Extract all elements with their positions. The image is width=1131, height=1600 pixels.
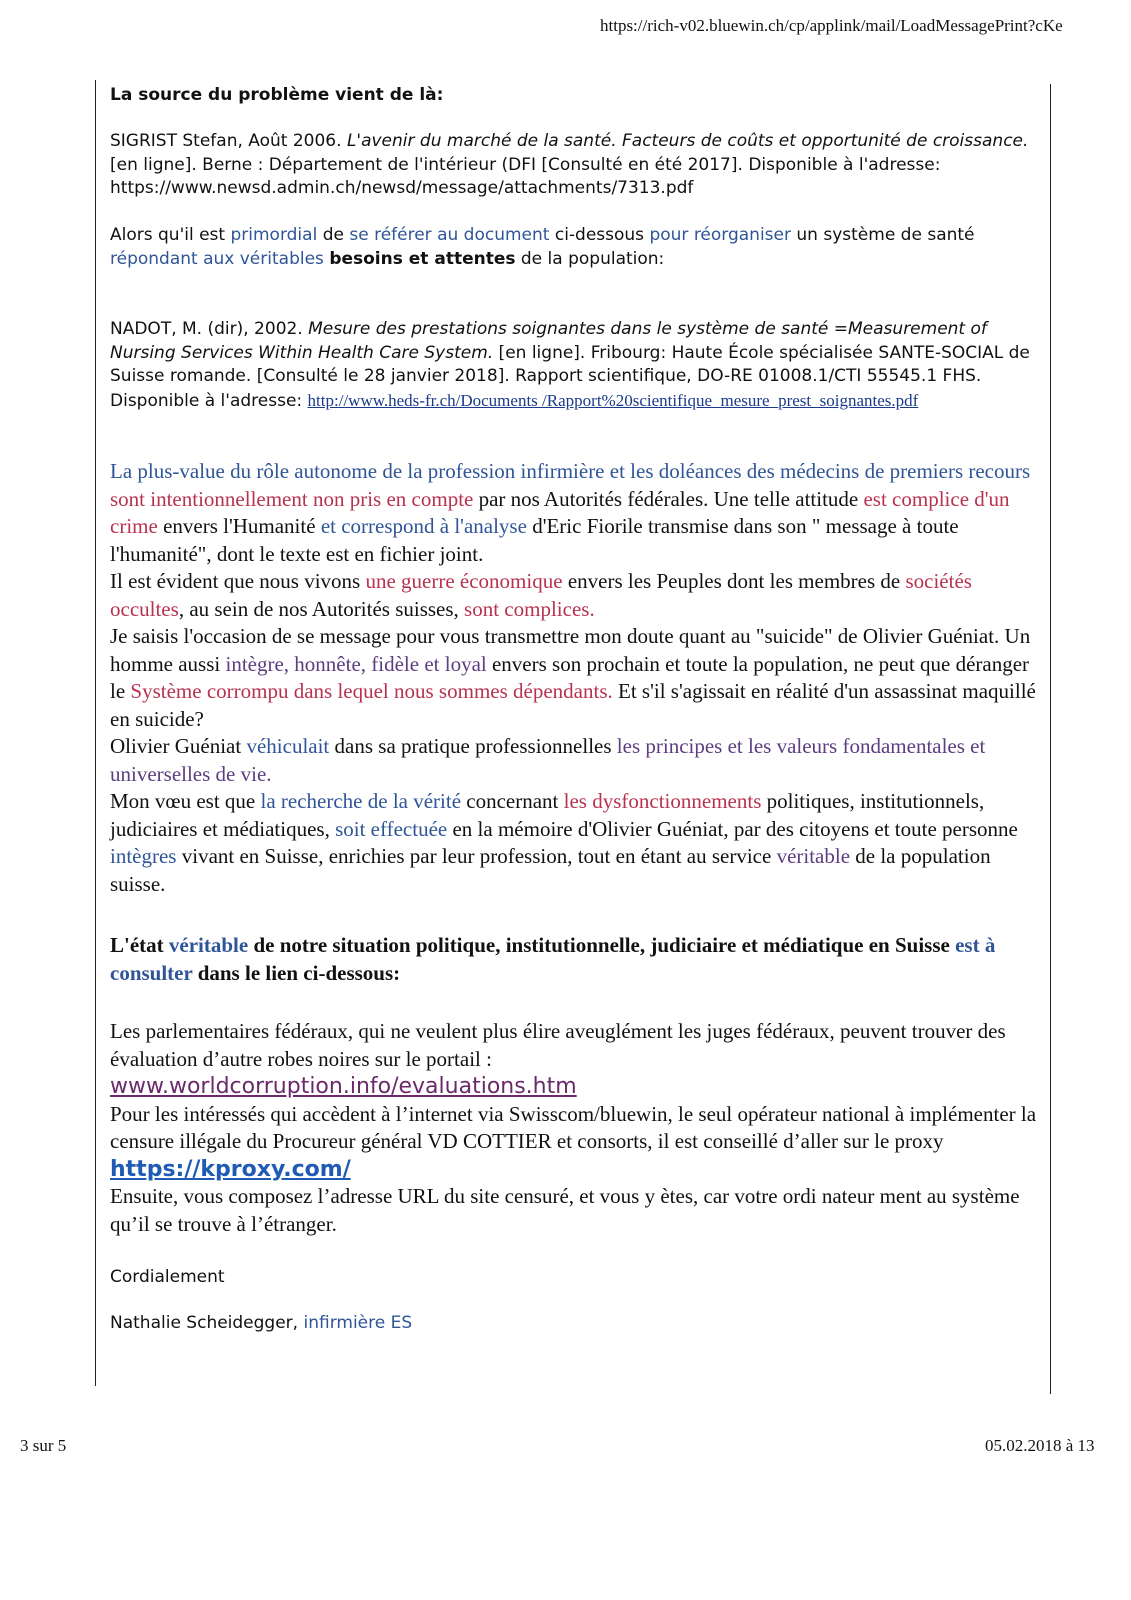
text-segment: [en ligne]. Fribourg: Haute École spécialisée SANTE-SOCIAL de Suisse romande. [Consulté le 28 janvier 2018]. Rapport scientifique, DO-RE 01008.1/CTI 55545.1 FHS. Disponible à l'adresse: [110, 342, 1030, 411]
text-segment: se référer au document [349, 225, 550, 245]
link[interactable]: http://www.heds-fr.ch/Documents /Rapport%20scientifique_mesure_prest_soignantes.pdf [307, 390, 919, 410]
text-segment: la recherche de la vérité [260, 789, 462, 813]
text-segment: Je saisis l'occasion de se message pour vous transmettre mon doute quant au "suicide" de Olivier Guéniat. Un homme aussi [110, 624, 1031, 676]
text-segment: dans sa pratique professionnelles [329, 734, 617, 758]
text-segment: Alors qu'il est [110, 225, 231, 245]
text-segment: La plus-value du rôle autonome de la profession infirmière et les doléances des médecins de premiers recours [110, 459, 1031, 483]
text-segment: Nathalie Scheidegger, [110, 1313, 304, 1333]
text-segment: répondant aux véritables [110, 248, 324, 269]
text-segment: concernant [461, 789, 564, 813]
left-border [95, 80, 96, 1386]
text-segment: véritable [168, 933, 249, 957]
right-border [1050, 84, 1051, 1394]
text-segment: intègres [110, 844, 177, 868]
text-segment: Mesure des prestations soignantes dans le système de santé =Measurement of Nursing Services Within Health Care System. [110, 319, 987, 363]
text-segment: L'état [110, 933, 169, 957]
alors-paragraph [110, 224, 1040, 271]
text-segment: ci-dessous [549, 225, 650, 245]
text-segment: sociétés occultes [110, 569, 972, 621]
text-segment: besoins et attentes [329, 248, 516, 269]
text-segment: d'Eric Fiorile transmise dans son " message à toute l'humanité", dont le texte est en fichier joint. [110, 514, 959, 566]
main-paragraph [110, 458, 1040, 898]
text-segment: véritable [776, 844, 851, 868]
text-segment: Les parlementaires fédéraux, qui ne veulent plus élire aveuglément les juges fédéraux, peuvent trouver des évaluation d’autre robes noires sur le portail : [110, 1019, 1006, 1071]
text-segment: dans le lien ci-dessous: [192, 960, 401, 985]
text-segment: les principes et les valeurs fondamentales et universelles de vie. [110, 734, 986, 786]
text-segment: envers l'Humanité [157, 514, 321, 538]
text-segment: intègre, honnête, fidèle et loyal [225, 651, 487, 676]
print-date: 05.02.2018 à 13 [985, 1436, 1095, 1455]
source-heading [110, 84, 1040, 108]
text-segment: Ensuite, vous composez l’adresse URL du site censuré, et vous y ètes, car votre ordi nateur ment au système qu’il se trouve à l’étranger. [110, 1184, 1020, 1236]
text-segment: envers les Peuples dont les membres de [562, 569, 906, 593]
text-segment: un système de santé [791, 225, 975, 245]
text-segment: SIGRIST Stefan, Août 2006. [110, 131, 347, 151]
text-segment: en la mémoire d'Olivier Guéniat, par des citoyens et toute personne [447, 816, 1018, 841]
text-segment: par nos Autorités fédérales. Une telle attitude [473, 486, 864, 511]
nadot-reference [110, 318, 1040, 413]
text-segment: Il est évident que nous vivons [110, 569, 366, 593]
sigrist-reference [110, 130, 1040, 201]
parlementaires-paragraph [110, 1018, 1040, 1238]
text-segment: est à consulter [110, 933, 996, 985]
text-segment: de [317, 225, 350, 245]
text-segment: La source du problème vient de là: [110, 85, 444, 105]
text-segment: soit effectuée [335, 816, 448, 841]
text-segment: NADOT, M. (dir), 2002. [110, 319, 309, 339]
text-segment: Et s'il s'agissait en réalité d'un assassinat maquillé en suicide? [110, 679, 1036, 731]
text-segment: Mon vœu est que [110, 789, 261, 813]
text-segment: une guerre économique [365, 569, 563, 593]
text-segment: de notre situation politique, institutionnelle, judiciaire et médiatique en Suisse [248, 933, 956, 957]
text-segment: Olivier Guéniat [110, 734, 247, 758]
link[interactable]: www.worldcorruption.info/evaluations.htm [110, 1074, 577, 1099]
text-segment: et correspond à l'analyse [320, 514, 527, 538]
text-segment: Système corrompu dans lequel nous sommes dépendants. [130, 679, 613, 703]
text-segment: , au sein de nos Autorités suisses, [178, 596, 465, 621]
text-segment: est complice d'un crime [110, 486, 1010, 538]
text-segment: les dysfonctionnements [563, 789, 762, 813]
text-segment: L'avenir du marché de la santé. Facteurs de coûts et opportunité de croissance. [346, 131, 1029, 151]
page-number: 3 sur 5 [20, 1436, 67, 1455]
text-segment: infirmière ES [303, 1313, 413, 1333]
text-segment: [en ligne]. Berne : Département de l'intérieur (DFI [Consulté en été 2017]. Disponible à l'adresse: https://www.newsd.admin.ch/newsd/message/attachments/7313.pdf [110, 154, 941, 198]
text-segment: Cordialement [110, 1267, 225, 1287]
signature [110, 1312, 1040, 1336]
text-segment: envers son prochain et toute la population, ne peut que déranger le [110, 651, 1030, 703]
text-segment: primordial [230, 225, 318, 245]
text-segment: véhiculait [246, 734, 330, 758]
link[interactable]: https://kproxy.com/ [110, 1156, 351, 1182]
text-segment: de la population: [515, 248, 665, 269]
text-segment: politiques, institutionnels, judiciaires et médiatiques, [110, 789, 985, 841]
text-segment: sont intentionnellement non pris en compte [110, 486, 474, 511]
print-url: https://rich-v02.bluewin.ch/cp/applink/mail/LoadMessagePrint?cKe [600, 16, 1063, 35]
text-segment: sont complices. [464, 596, 595, 621]
text-segment: vivant en Suisse, enrichies par leur profession, tout en étant au service [176, 844, 777, 868]
text-segment: de la population suisse. [110, 844, 991, 896]
text-segment: Pour les intéressés qui accèdent à l’internet via Swisscom/bluewin, le seul opérateur national à implémenter la censure illégale du Procureur général VD COTTIER et consorts, il est conseillé d’aller sur le proxy [110, 1101, 1037, 1153]
closing [110, 1266, 1040, 1290]
text-segment: pour réorganiser [649, 225, 791, 245]
etat-heading [110, 932, 1040, 987]
